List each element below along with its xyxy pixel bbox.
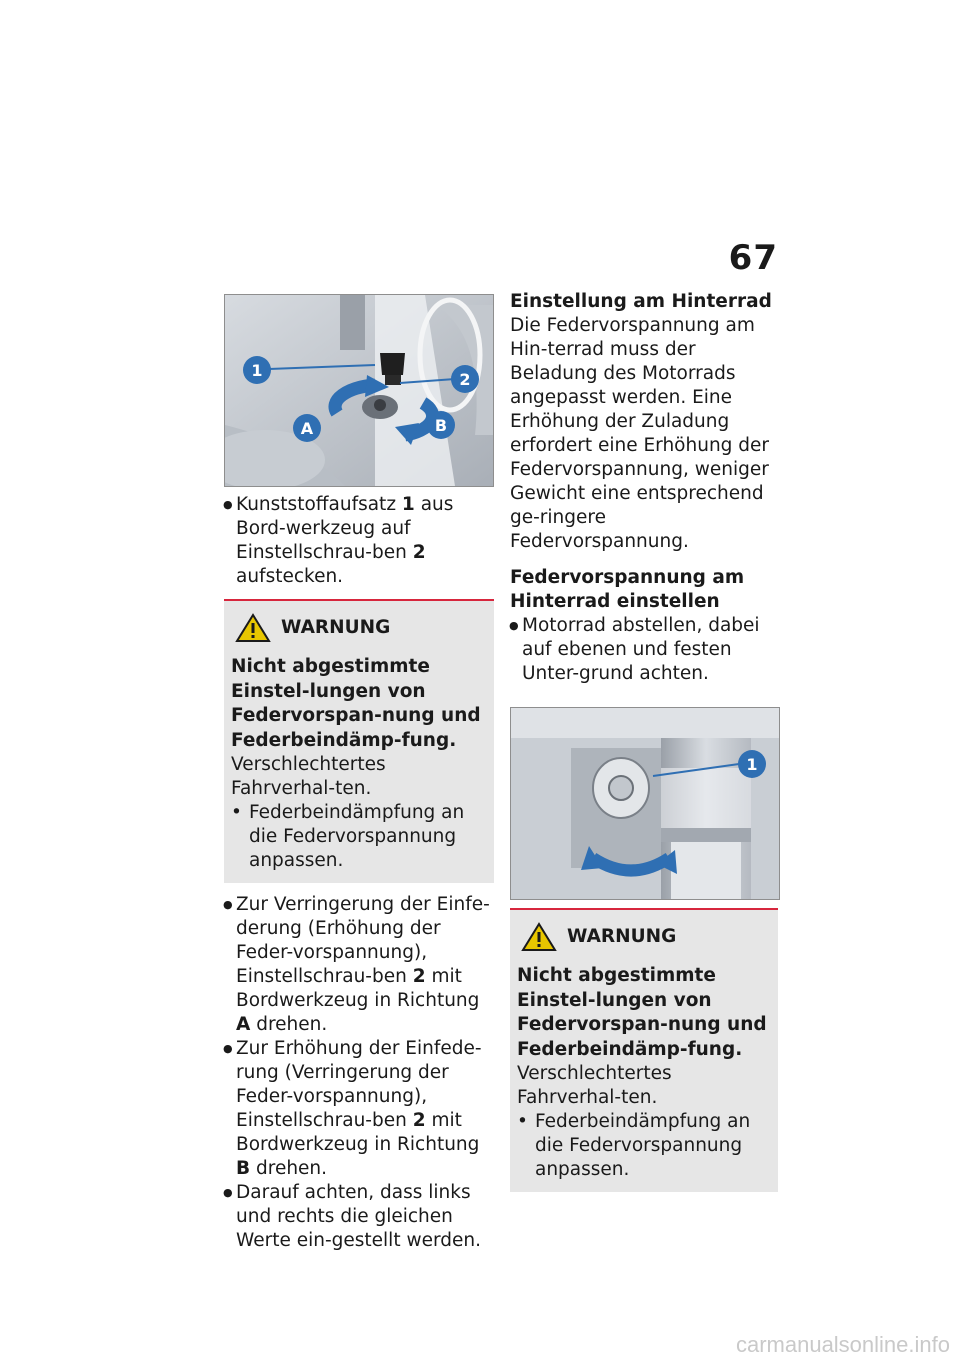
callout-1: 1 xyxy=(251,361,263,380)
warning-label: WARNUNG xyxy=(567,926,677,947)
page-number: 67 xyxy=(728,238,778,278)
rear-suspension-illustration xyxy=(511,708,779,899)
warning-triangle-icon xyxy=(521,922,557,952)
warning-triangle-icon xyxy=(235,613,271,643)
warning-consequence: Verschlechtertes Fahrverhal-ten. xyxy=(231,754,386,799)
warning-action: • Federbeindämpfung an die Federvorspannung anpassen. xyxy=(517,1110,770,1182)
callout-a: A xyxy=(300,419,314,438)
rear-suspension-figure xyxy=(510,707,780,900)
callout-b: B xyxy=(434,416,448,435)
right-steps xyxy=(510,614,782,686)
step-same-values: ● Darauf achten, dass links und rechts die gleichen Werte ein-gestellt werden. xyxy=(224,1181,494,1253)
warning-action: • Federbeindämpfung an die Federvorspannung anpassen. xyxy=(231,801,486,873)
callout-2: 2 xyxy=(459,370,471,389)
warning-label: WARNUNG xyxy=(281,617,391,638)
watermark-footer: carmanualsonline.info xyxy=(735,1332,950,1357)
warning-box-left xyxy=(224,599,494,883)
left-steps-1 xyxy=(224,493,494,589)
subsection-heading: Federvorspannung am Hinterrad einstellen xyxy=(510,567,745,612)
left-steps-2 xyxy=(224,893,494,1253)
front-suspension-figure xyxy=(224,294,494,487)
step-direction-b: ● Zur Erhöhung der Einfede-rung (Verringerung der Feder-vorspannung), Einstellschrau-ben 2 mit Bordwerkzeug in Richtung B drehen. xyxy=(224,1037,494,1181)
warning-consequence: Verschlechtertes Fahrverhal-ten. xyxy=(517,1063,672,1108)
step-attach-tool: ● Kunststoffaufsatz 1 aus Bord-werkzeug auf Einstellschrau-ben 2 aufstecken. xyxy=(224,493,494,589)
warning-box-right xyxy=(510,908,778,1192)
warning-title: Nicht abgestimmte Einstel-lungen von Federvorspan-nung und Federbeindämp-fung. xyxy=(231,656,481,751)
left-column xyxy=(224,294,494,1253)
section-heading: Einstellung am Hinterrad xyxy=(510,291,772,312)
section-intro: Die Federvorspannung am Hin-terrad muss der Beladung des Motorrads angepasst werden. Eine Erhöhung der Zuladung erfordert eine Erhöhung der Federvorspannung, weniger Gewicht eine entsprechend ge-ringere Federvorspannung. xyxy=(510,315,770,552)
front-suspension-illustration xyxy=(225,295,493,486)
step-park-motorcycle: ● Motorrad abstellen, dabei auf ebenen und festen Unter-grund achten. xyxy=(510,614,782,686)
warning-title: Nicht abgestimmte Einstel-lungen von Federvorspan-nung und Federbeindämp-fung. xyxy=(517,965,767,1060)
right-column xyxy=(510,290,782,1192)
step-direction-a: ● Zur Verringerung der Einfe-derung (Erhöhung der Feder-vorspannung), Einstellschrau-ben 2 mit Bordwerkzeug in Richtung A drehen. xyxy=(224,893,494,1037)
callout-1-rear: 1 xyxy=(746,755,758,774)
